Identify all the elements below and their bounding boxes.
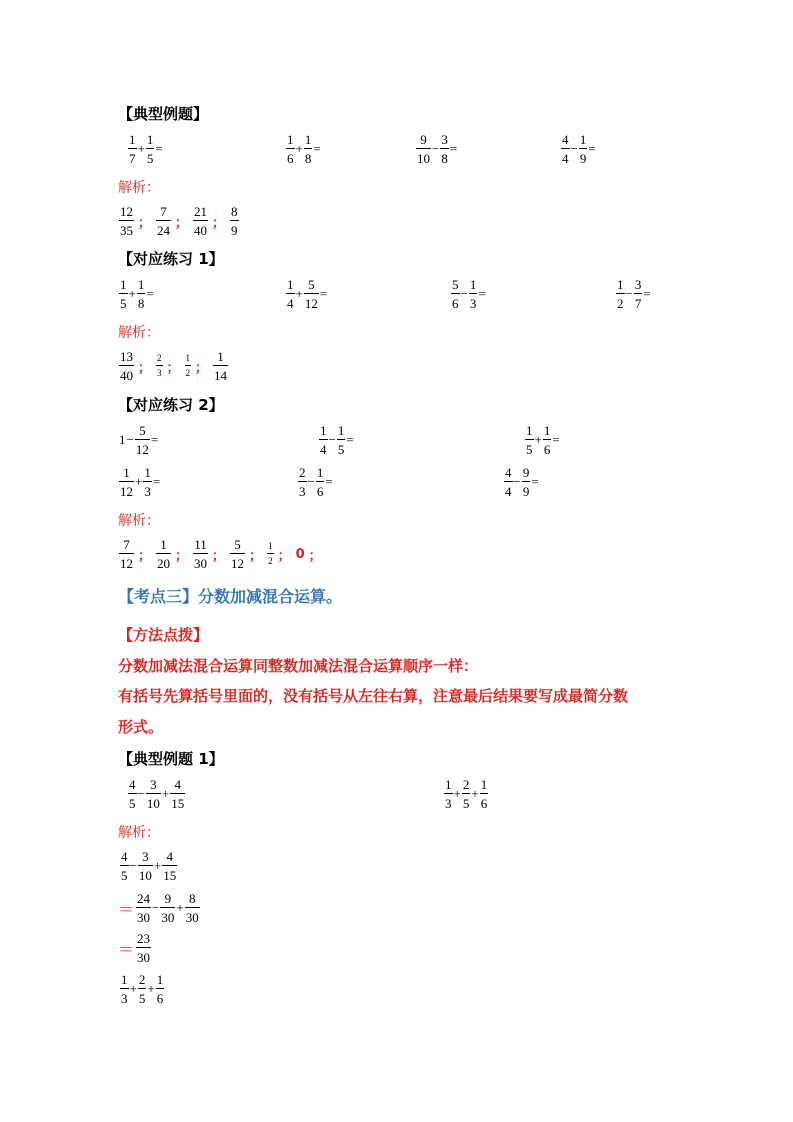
section3-problem-6: $\frac{4}{4}$ − $\frac{9}{9}$ = — [505, 465, 539, 499]
method-line-2: 有括号先算括号里面的，没有括号从左往右算，注意最后结果要写成最简分数 — [118, 687, 629, 705]
example1-problem-1: $\frac{4}{5}$ − $\frac{3}{10}$ + $\frac{4}{15}$ — [129, 777, 185, 811]
section2-problem-1: $\frac{1}{5}$ + $\frac{1}{8}$ = — [120, 277, 154, 311]
method-line-3: 形式。 — [118, 718, 164, 736]
method-line-1: 分数加减法混合运算同整数加减法混合运算顺序一样： — [118, 657, 479, 675]
example1-heading: 【典型例题 1】 — [118, 750, 224, 768]
example1-step-2: ＝ $\frac{23}{30}$ — [118, 931, 151, 965]
section2-problem-4: $\frac{1}{2}$ − $\frac{3}{7}$ = — [617, 277, 651, 311]
example1-analysis-label: 解析： — [118, 825, 160, 841]
example1-problem-2: $\frac{1}{3}$ + $\frac{2}{5}$ + $\frac{1}{6}$ — [445, 777, 488, 811]
kaodian-title: 【考点三】分数加减混合运算。 — [118, 587, 343, 606]
section3-problem-2: $\frac{1}{4}$ − $\frac{1}{5}$ = — [320, 423, 354, 457]
section1-problem-2: $\frac{1}{6}$ + $\frac{1}{8}$ = — [287, 132, 321, 166]
section2-problem-3: $\frac{5}{6}$ − $\frac{1}{3}$ = — [452, 277, 486, 311]
section3-problem-3: $\frac{1}{5}$ + $\frac{1}{6}$ = — [526, 423, 560, 457]
section3-analysis-label: 解析： — [118, 513, 160, 529]
method-heading: 【方法点拨】 — [118, 626, 209, 644]
example1-step-3: $\frac{1}{3}$ + $\frac{2}{5}$ + $\frac{1}{6}$ — [121, 972, 164, 1006]
section1-problem-3: $\frac{9}{10}$ − $\frac{3}{8}$ = — [417, 132, 458, 166]
example1-step-0: $\frac{4}{5}$ − $\frac{3}{10}$ + $\frac{4}{15}$ — [121, 849, 177, 883]
example1-step-1: ＝ $\frac{24}{30}$ − $\frac{9}{30}$ + $\frac{8}{30}$ — [118, 891, 199, 925]
section1-problem-1: $\frac{1}{7}$ + $\frac{1}{5}$ = — [129, 132, 163, 166]
section2-heading: 【对应练习 1】 — [118, 250, 224, 268]
section1-answers: $\frac{12}{35}$ ； $\frac{7}{24}$ ； $\frac{21}{40}$ ； $\frac{8}{9}$ — [120, 204, 238, 238]
section1-analysis-label: 解析： — [118, 180, 160, 196]
section3-problem-4: $\frac{1}{12}$ + $\frac{1}{3}$ = — [120, 465, 161, 499]
section3-problem-1: 1 − $\frac{5}{12}$ = — [119, 423, 159, 457]
section3-answers: $\frac{7}{12}$ ； $\frac{1}{20}$ ； $\frac{11}{30}$ ； $\frac{5}{12}$ ； $\frac{1}{2}$ ； 0 ； — [120, 537, 322, 571]
section3-heading: 【对应练习 2】 — [118, 396, 224, 414]
section2-analysis-label: 解析： — [118, 325, 160, 341]
section3-problem-5: $\frac{2}{3}$ − $\frac{1}{6}$ = — [299, 465, 333, 499]
section1-heading: 【典型例题】 — [118, 105, 209, 123]
section2-answers: $\frac{13}{40}$ ； $\frac{2}{3}$ ； $\frac{1}{2}$ ； $\frac{1}{14}$ — [120, 349, 228, 383]
section2-problem-2: $\frac{1}{4}$ + $\frac{5}{12}$ = — [287, 277, 328, 311]
section1-problem-4: $\frac{4}{4}$ − $\frac{1}{9}$ = — [562, 132, 596, 166]
